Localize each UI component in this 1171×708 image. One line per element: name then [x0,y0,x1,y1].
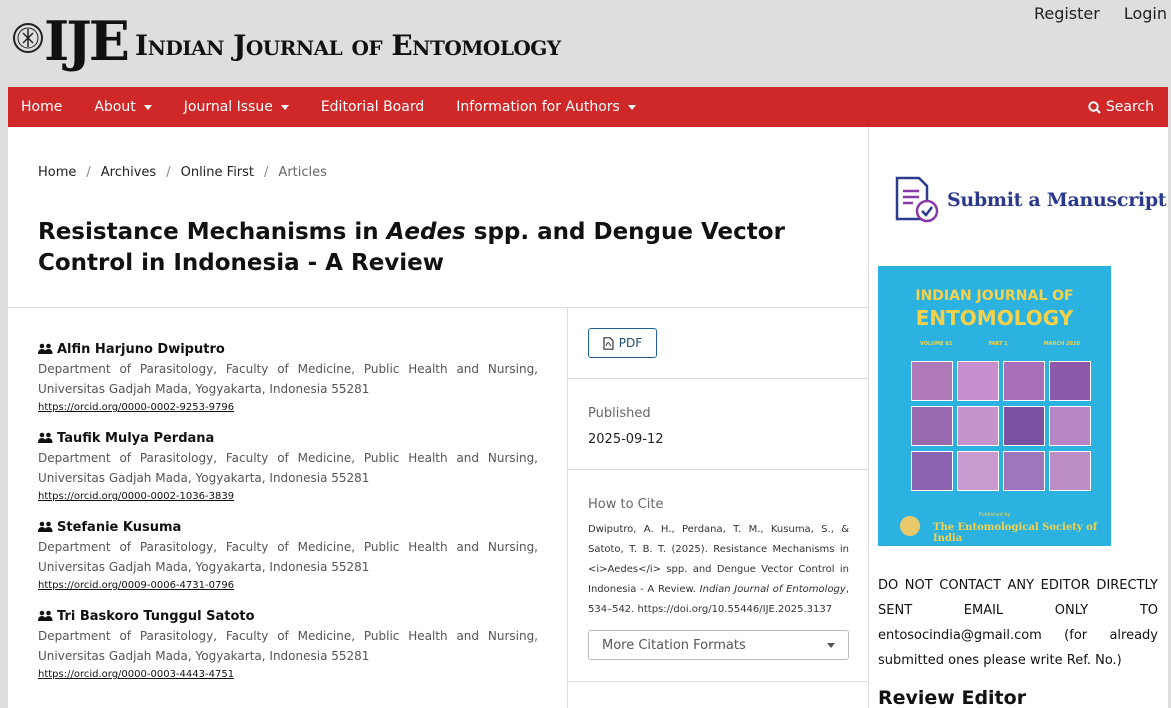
column-divider [567,308,568,708]
author-entry [38,517,538,595]
nav-about[interactable] [81,99,164,115]
file-pdf-icon [603,337,614,350]
author-name [38,428,538,448]
search-icon [1088,101,1101,114]
login-link[interactable]: Login [1123,4,1167,23]
citation-part2: , 534–542. https://doi.org/10.55446/IJE.2025.3137 [588,584,850,615]
users-icon [38,432,53,444]
orcid-link[interactable]: https://orcid.org/0000-0002-9253-9796 [38,402,235,413]
micrograph-cell [957,451,999,491]
society-seal-icon [12,18,44,58]
cover-published-by: Published by [978,512,1011,518]
nav-editorial-board[interactable] [308,99,437,115]
breadcrumb-separator: / [86,165,91,180]
journal-cover-image[interactable] [878,266,1111,546]
orcid-link[interactable]: https://orcid.org/0009-0006-4731-0796 [38,580,235,591]
micrograph-cell [1003,406,1045,446]
users-icon [38,610,53,622]
cover-title-line2: ENTOMOLOGY [915,306,1074,330]
published-label: Published [588,406,651,421]
journal-name: Indian Journal of Entomology [135,29,561,62]
micrograph-cell [1003,361,1045,401]
chevron-down-icon [281,105,289,110]
title-part2: spp. and Dengue Vector Control in Indonesia - A Review [38,219,785,276]
divider [568,469,868,470]
micrograph-cell [1049,361,1091,401]
title-part1: Resistance Mechanisms in [38,219,387,245]
micrograph-cell [957,406,999,446]
citation-part1: Dwiputro, A. H., Perdana, T. M., Kusuma, S., & Satoto, T. B. T. (2025). Resistance Mechanisms in <i>Aedes</i> spp. and Dengue Vector Control in Indonesia - A Review. [588,524,849,595]
author-name [38,606,538,626]
micrograph-cell [1049,451,1091,491]
pdf-label: PDF [618,336,643,350]
breadcrumb-separator: / [166,165,171,180]
divider [568,681,868,682]
author-name-text: Stefanie Kusuma [57,519,182,535]
register-link[interactable]: Register [1033,4,1100,23]
breadcrumb-home[interactable]: Home [38,165,77,180]
author-affiliation: Department of Parasitology, Faculty of Medicine, Public Health and Nursing, Universitas Gadjah Mada, Yogyakarta, Indonesia 55281 [38,362,538,396]
chevron-down-icon [827,643,835,648]
orcid-link[interactable]: https://orcid.org/0000-0002-1036-3839 [38,491,235,502]
breadcrumb-online-first[interactable]: Online First [180,165,255,180]
author-entry [38,428,538,506]
breadcrumb [38,165,327,180]
citation-formats-label: More Citation Formats [602,637,746,653]
author-affiliation: Department of Parasitology, Faculty of Medicine, Public Health and Nursing, Universitas Gadjah Mada, Yogyakarta, Indonesia 55281 [38,629,538,663]
submit-manuscript-label: Submit a Manuscript [947,189,1167,211]
contact-notice: DO NOT CONTACT ANY EDITOR DIRECTLY SENT EMAIL ONLY TO entosocindia@gmail.com (for already submitted ones please write Ref. No.) [878,578,1158,668]
author-name [38,339,538,359]
cover-date: MARCH 2020 [1043,341,1080,347]
author-list [38,339,538,695]
nav-home[interactable] [8,99,75,115]
main-content [8,127,868,708]
title-genus: Aedes [386,219,466,245]
cover-issue-info [920,341,1080,347]
users-icon [38,343,53,355]
published-date: 2025-09-12 [588,432,664,447]
author-name-text: Taufik Mulya Perdana [57,430,215,446]
article-title [38,217,838,279]
micrograph-cell [911,406,953,446]
cover-title-line1: INDIAN JOURNAL OF [915,288,1074,304]
author-affiliation: Department of Parasitology, Faculty of Medicine, Public Health and Nursing, Universitas Gadjah Mada, Yogyakarta, Indonesia 55281 [38,451,538,485]
citation-text [588,520,849,620]
breadcrumb-current: Articles [278,165,327,180]
breadcrumb-separator: / [264,165,269,180]
citation-journal: Indian Journal of Entomology [699,584,846,595]
author-entry [38,606,538,684]
author-affiliation: Department of Parasitology, Faculty of Medicine, Public Health and Nursing, Universitas Gadjah Mada, Yogyakarta, Indonesia 55281 [38,540,538,574]
author-entry [38,339,538,417]
site-header [0,0,1171,87]
logo-abbrev: IJE [44,9,127,73]
micrograph-cell [911,451,953,491]
nav-about-label: About [94,99,136,115]
right-sidebar [869,127,1168,708]
cover-volume: VOLUME 82 [920,341,953,347]
author-name-text: Tri Baskoro Tunggul Satoto [57,608,255,624]
author-name-text: Alfin Harjuno Dwiputro [57,341,225,357]
micrograph-cell [911,361,953,401]
breadcrumb-archives[interactable]: Archives [100,165,157,180]
document-check-icon [893,175,943,225]
user-nav [1034,4,1167,23]
citation-formats-dropdown[interactable] [588,630,849,660]
cover-society-name: The Entomological Society of India [933,522,1098,544]
nav-journal-issue-label: Journal Issue [183,99,273,115]
review-editor-heading: Review Editor [878,687,1027,708]
micrograph-cell [1049,406,1091,446]
cover-part: PART 1 [988,341,1008,347]
search-label: Search [1105,99,1154,115]
divider [8,307,868,308]
chevron-down-icon [144,105,152,110]
search-link[interactable] [1088,87,1154,127]
divider [568,378,868,379]
site-logo[interactable] [10,9,620,74]
micrograph-cell [1003,451,1045,491]
pdf-button[interactable] [588,328,657,358]
chevron-down-icon [628,105,636,110]
author-name [38,517,538,537]
primary-nav [8,87,1168,127]
nav-info-authors-label: Information for Authors [456,99,620,115]
nav-home-label: Home [21,99,63,115]
nav-journal-issue[interactable] [171,99,302,115]
users-icon [38,521,53,533]
nav-editorial-board-label: Editorial Board [320,99,425,115]
orcid-link[interactable]: https://orcid.org/0000-0003-4443-4751 [38,669,235,680]
nav-info-authors[interactable] [443,99,649,115]
society-seal-icon [900,516,920,536]
micrograph-cell [957,361,999,401]
submit-manuscript-link[interactable] [893,175,1166,225]
how-to-cite-label: How to Cite [588,497,664,512]
